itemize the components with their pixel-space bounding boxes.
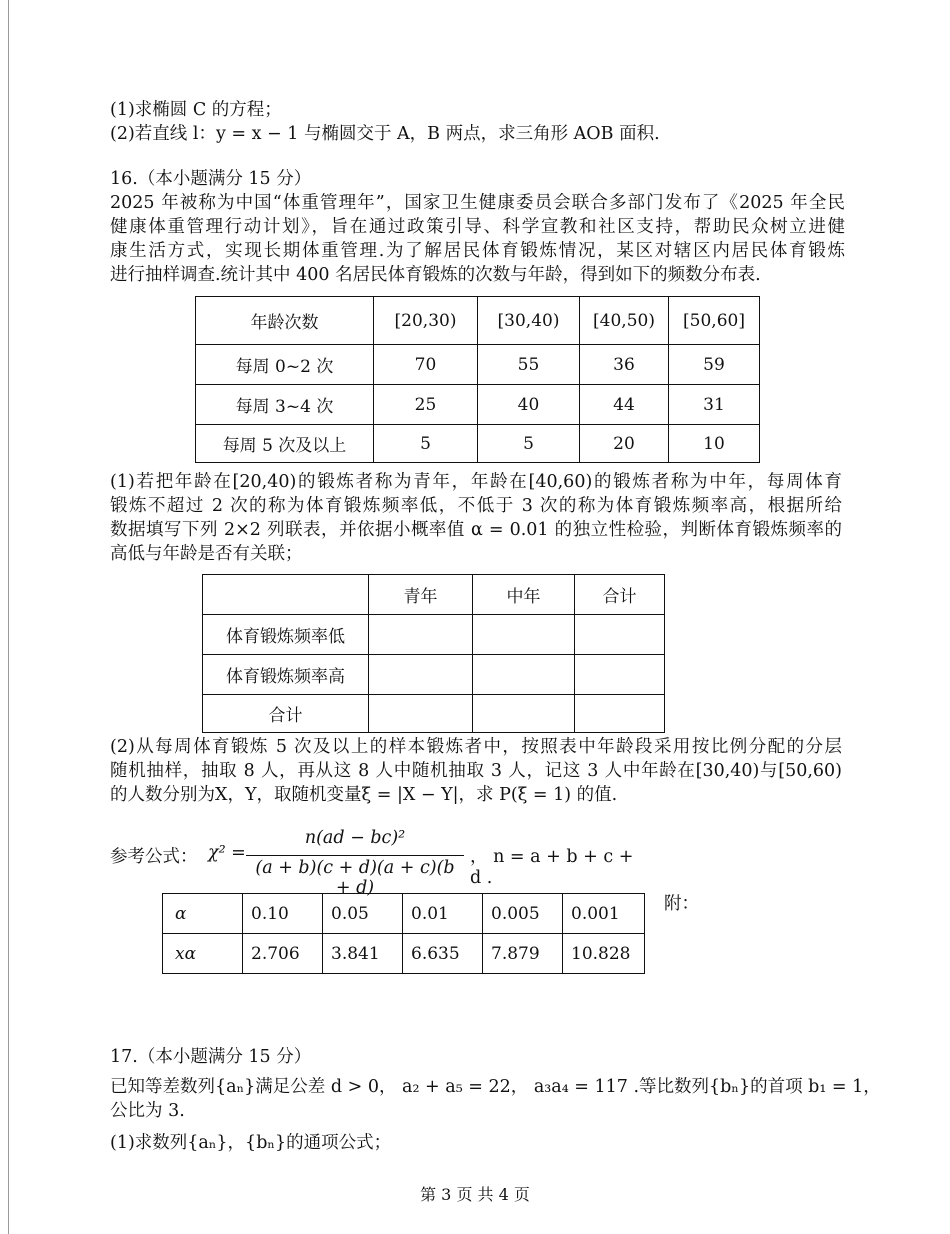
table-cell [369,695,473,733]
table-cell: 10.828 [563,934,645,974]
table-cell: 20 [580,425,669,463]
formula-numerator: n(ad − bc)² [304,828,406,848]
problem-17-question-1 [110,1131,845,1155]
problem-16-question-1 [110,470,842,566]
table-cell [369,655,473,695]
table-header-cell: [40,50) [580,297,669,345]
table-cell: 每周 0~2 次 [196,345,374,385]
table-cell: 40 [478,385,580,425]
table-header-cell: [50,60] [669,297,760,345]
table-cell: 70 [374,345,478,385]
table-cell: 0.005 [483,894,563,934]
table-cell: 59 [669,345,760,385]
table-cell: α [163,894,243,934]
prev-problem [110,98,845,146]
intro-line: 2025 年被称为中国“体重管理年”，国家卫生健康委员会联合多部门发布了《2025 年全民 [110,193,845,213]
reference-formula [110,826,650,898]
table-row [203,655,665,695]
fraction-bar [246,855,464,856]
problem-16-question-2 [110,735,842,807]
table-header-cell: [30,40) [478,297,580,345]
formula-lhs: χ² = [208,843,246,863]
q1-line: 数据填写下列 2×2 列联表，并依据小概率值 α = 0.01 的独立性检验，判断体育锻炼频率的 [110,520,842,540]
q2-line: 随机抽样，抽取 8 人，再从这 8 人中随机抽取 3 人，记这 3 人中年龄在[30,40)与[50,60) [110,761,842,781]
table-row [203,615,665,655]
table-cell [473,655,575,695]
formula-label: 参考公式： [110,847,198,867]
table-header-cell [203,575,369,615]
problem-17-title: 17.（本小题满分 15 分） [110,1047,312,1067]
table-cell: 体育锻炼频率高 [203,655,369,695]
table-cell: 0.05 [323,894,403,934]
table-cell: 7.879 [483,934,563,974]
table-row [196,385,760,425]
table-cell: 5 [478,425,580,463]
table-cell: xα [163,934,243,974]
table-cell: 31 [669,385,760,425]
table-cell: 10 [669,425,760,463]
table-cell: 每周 5 次及以上 [196,425,374,463]
table-header-cell: 中年 [473,575,575,615]
table-cell: 合计 [203,695,369,733]
problem-16-header [110,167,845,191]
formula-denominator: (a + b)(c + d)(a + c)(b + d) [255,858,455,898]
intro-line: 进行抽样调查.统计其中 400 名居民体育锻炼的次数与年龄，得到如下的频数分布表. [110,265,761,285]
table-row [196,425,760,463]
critical-value-table [162,893,645,974]
table-cell [575,615,665,655]
table-cell: 3.841 [323,934,403,974]
table-cell: 25 [374,385,478,425]
table-cell: 0.01 [403,894,483,934]
contingency-table [202,574,665,733]
problem-17 [110,1045,845,1069]
table-cell [575,695,665,733]
problem-16-title: 16.（本小题满分 15 分） [110,169,312,189]
table-header-cell: 年龄次数 [196,297,374,345]
table-row [196,345,760,385]
page-edge-line [8,0,9,1234]
table-cell: 2.706 [243,934,323,974]
table-header-cell: 合计 [575,575,665,615]
table-cell: 36 [580,345,669,385]
formula-tail: ， n = a + b + c + d . [470,847,634,888]
q2-line: (2)从每周体育锻炼 5 次及以上的样本锻炼者中，按照表中年龄段采用按比例分配的分层 [110,737,842,757]
table-cell: 44 [580,385,669,425]
statement-line: 已知等差数列{aₙ}满足公差 d > 0， a₂ + a₅ = 22， a₃a₄ = 117 .等比数列{bₙ}的首项 b₁ = 1， [110,1077,881,1097]
table-header-cell: 青年 [369,575,473,615]
frequency-table [195,296,760,463]
table-row [163,894,645,934]
prev-question-1: (1)求椭圆 C 的方程； [110,100,282,120]
table-row [163,934,645,974]
table-cell: 0.001 [563,894,645,934]
table-cell: 0.10 [243,894,323,934]
table-header-cell: [20,30) [374,297,478,345]
table-cell [369,615,473,655]
prev-question-2: (2)若直线 l：y = x − 1 与椭圆交于 A，B 两点，求三角形 AOB 面积. [110,124,660,144]
q1-line: (1)若把年龄在[20,40)的锻炼者称为青年，年龄在[40,60)的锻炼者称为中年，每周体育 [110,472,842,492]
q1-line: 高低与年龄是否有关联； [110,544,303,564]
table-row [203,695,665,733]
q2-line: 的人数分别为X，Y，取随机变量ξ = |X − Y|，求 P(ξ = 1) 的值. [110,785,618,805]
intro-line: 健康体重管理行动计划》，旨在通过政策引导、科学宣教和社区支持，帮助民众树立进健 [110,217,845,237]
table-cell: 每周 3~4 次 [196,385,374,425]
statement-line: 公比为 3. [110,1101,185,1121]
table-cell: 55 [478,345,580,385]
table-cell: 6.635 [403,934,483,974]
formula-fraction [246,826,464,898]
table-cell [473,615,575,655]
q1-line: (1)求数列{aₙ}，{bₙ}的通项公式； [110,1133,392,1153]
problem-16-intro [110,191,845,287]
table-cell [575,655,665,695]
page-footer: 第 3 页 共 4 页 [420,1185,530,1204]
table-cell: 5 [374,425,478,463]
appendix-label: 附： [664,894,699,914]
q1-line: 锻炼不超过 2 次的称为体育锻炼频率低，不低于 3 次的称为体育锻炼频率高，根据所给 [110,496,842,516]
problem-17-statement [110,1075,881,1123]
table-cell: 体育锻炼频率低 [203,615,369,655]
table-cell [473,695,575,733]
intro-line: 康生活方式，实现长期体重管理.为了解居民体育锻炼情况，某区对辖区内居民体育锻炼 [110,241,845,261]
